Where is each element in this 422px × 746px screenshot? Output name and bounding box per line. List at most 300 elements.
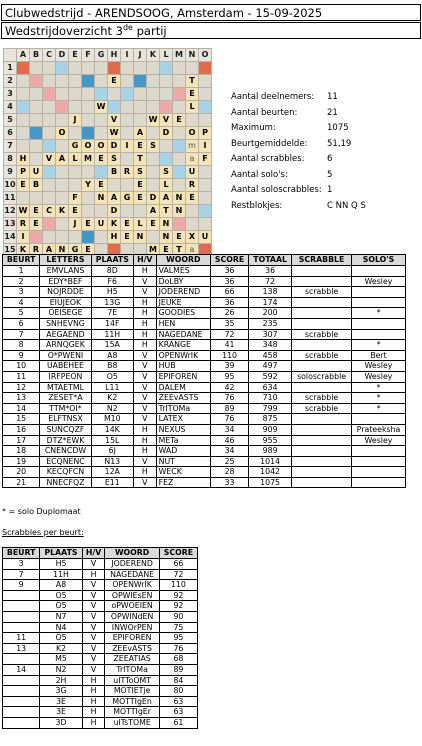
board-square <box>95 127 108 140</box>
board-tile: A <box>147 205 160 218</box>
moves-cell: 14 <box>3 403 40 414</box>
board-tile: D <box>160 127 173 140</box>
board-square <box>95 166 108 179</box>
board-square <box>30 114 43 127</box>
board-column-label: O <box>199 49 212 62</box>
scrabbles-cell: 9 <box>3 580 40 591</box>
scrabbles-cell <box>3 622 40 633</box>
scrabbles-cell: oPWOEIEN <box>105 601 159 612</box>
scrabbles-row <box>3 675 198 686</box>
moves-cell <box>292 382 352 393</box>
scrabbles-cell <box>3 707 40 718</box>
moves-cell: A8 <box>91 350 133 361</box>
moves-cell: 15L <box>91 435 133 446</box>
moves-cell: scrabble <box>292 350 352 361</box>
moves-cell: 955 <box>249 435 292 446</box>
board-square <box>30 75 43 88</box>
moves-cell: * <box>352 340 406 351</box>
moves-cell: 174 <box>249 297 292 308</box>
moves-cell <box>292 435 352 446</box>
scrabbles-cell: H <box>82 675 105 686</box>
moves-header: SCRABBLE <box>292 255 352 266</box>
board-square <box>82 192 95 205</box>
scrabbles-cell: K2 <box>40 643 82 654</box>
scrabbles-cell: V <box>82 580 105 591</box>
moves-cell: V <box>133 276 156 287</box>
moves-row <box>3 424 406 435</box>
scrabbles-cell: 80 <box>159 686 197 697</box>
board-tile: W <box>108 127 121 140</box>
board-square <box>173 218 186 231</box>
scrabbles-cell: EPIFOREN <box>105 633 159 644</box>
board-tile: A <box>134 127 147 140</box>
board-tile: E <box>82 244 95 257</box>
stat-row <box>231 199 366 215</box>
scrabbles-cell <box>3 696 40 707</box>
board-square <box>121 205 134 218</box>
moves-cell: 72 <box>249 276 292 287</box>
moves-cell: 33 <box>211 477 249 488</box>
scrabbles-row <box>3 643 198 654</box>
board-tile: H <box>108 231 121 244</box>
scrabbles-cell <box>3 686 40 697</box>
board-square <box>199 166 212 179</box>
moves-cell: TTM*OI* <box>40 403 91 414</box>
board-tile: U <box>199 231 212 244</box>
board-tile: E <box>186 192 199 205</box>
moves-cell: ECQNENC <box>40 456 91 467</box>
moves-cell: KECQFCN <box>40 467 91 478</box>
board-tile: W <box>17 205 30 218</box>
scrabbles-cell: TrITOMa <box>105 664 159 675</box>
scrabbles-cell: 7 <box>3 569 40 580</box>
moves-cell <box>352 318 406 329</box>
moves-cell: HUB <box>156 361 210 372</box>
moves-cell: V <box>133 371 156 382</box>
moves-cell: 25 <box>211 456 249 467</box>
stat-value: 5 <box>327 169 333 180</box>
moves-cell: CNENCDW <box>40 446 91 457</box>
scrabbles-cell: A8 <box>40 580 82 591</box>
stat-value: 1 <box>327 185 333 195</box>
moves-cell: scrabble <box>292 393 352 404</box>
moves-row <box>3 393 406 404</box>
scrabbles-cell: H <box>82 696 105 707</box>
board-square <box>69 127 82 140</box>
scrabbles-cell: 76 <box>159 643 197 654</box>
moves-cell: ZEEvASTS <box>156 393 210 404</box>
board-square <box>30 192 43 205</box>
board-tile: R <box>186 179 199 192</box>
moves-cell: 36 <box>249 266 292 277</box>
moves-cell: H <box>133 467 156 478</box>
board-column-label: D <box>56 49 69 62</box>
board-column-label: G <box>95 49 108 62</box>
board-tile: E <box>121 218 134 231</box>
board-tile: J <box>69 218 82 231</box>
scrabbles-cell: 3E <box>40 707 82 718</box>
board-square <box>56 179 69 192</box>
board-tile: O <box>82 140 95 153</box>
scrabbles-cell: H <box>82 717 105 728</box>
board-square <box>173 101 186 114</box>
board-tile: U <box>95 218 108 231</box>
moves-row <box>3 340 406 351</box>
moves-cell: Wesley <box>352 361 406 372</box>
board-row-label: 14 <box>4 231 17 244</box>
board-corner <box>4 49 17 62</box>
moves-cell <box>292 276 352 287</box>
board-row-label: 3 <box>4 88 17 101</box>
board-column-label: I <box>121 49 134 62</box>
moves-cell <box>292 308 352 319</box>
scrabbles-cell: 66 <box>159 559 197 570</box>
moves-cell: 2 <box>3 276 40 287</box>
board-square <box>69 179 82 192</box>
scrabbles-header: PLAATS <box>40 548 82 559</box>
moves-cell: 46 <box>211 435 249 446</box>
board-square <box>160 88 173 101</box>
board-tile: E <box>121 231 134 244</box>
moves-cell <box>292 340 352 351</box>
board-square <box>160 153 173 166</box>
board-square <box>82 75 95 88</box>
board-square <box>56 218 69 231</box>
moves-header: BEURT <box>3 255 40 266</box>
moves-cell: N2 <box>91 403 133 414</box>
scrabbles-row <box>3 622 198 633</box>
board-tile: H <box>17 153 30 166</box>
board-tile: Y <box>82 179 95 192</box>
moves-cell: 89 <box>211 403 249 414</box>
scrabbles-cell: N4 <box>40 622 82 633</box>
moves-cell: OEISEGE <box>40 308 91 319</box>
scrabbles-row <box>3 601 198 612</box>
moves-cell: E11 <box>91 477 133 488</box>
board-column-label: H <box>108 49 121 62</box>
scrabbles-row <box>3 611 198 622</box>
board-tile: M <box>147 244 160 257</box>
scrabbles-row <box>3 580 198 591</box>
board-tile: W <box>147 114 160 127</box>
board-tile: S <box>108 153 121 166</box>
moves-cell: 66 <box>211 287 249 298</box>
board-tile: G <box>121 192 134 205</box>
moves-cell: NUT <box>156 456 210 467</box>
scrabbles-header: BEURT <box>3 548 40 559</box>
board-square <box>95 88 108 101</box>
moves-row <box>3 477 406 488</box>
board-square <box>147 179 160 192</box>
moves-cell: H <box>133 435 156 446</box>
board-tile: W <box>95 101 108 114</box>
moves-cell: 17 <box>3 435 40 446</box>
board-square <box>30 127 43 140</box>
moves-cell: 26 <box>211 308 249 319</box>
board-tile: E <box>160 244 173 257</box>
board-tile: U <box>30 166 43 179</box>
moves-cell: 458 <box>249 350 292 361</box>
board-square <box>56 75 69 88</box>
board-square <box>173 179 186 192</box>
board-tile: B <box>30 179 43 192</box>
scrabbles-cell <box>3 675 40 686</box>
moves-row <box>3 371 406 382</box>
solo-note: * = solo Duplomaat <box>2 507 81 516</box>
moves-cell: 989 <box>249 446 292 457</box>
board-square <box>43 179 56 192</box>
board-row-label: 6 <box>4 127 17 140</box>
board-column-label: L <box>160 49 173 62</box>
scrabbles-cell: 61 <box>159 717 197 728</box>
moves-row <box>3 318 406 329</box>
board-row-label: 13 <box>4 218 17 231</box>
scrabbles-cell: 92 <box>159 601 197 612</box>
board-square <box>17 88 30 101</box>
board-tile: E <box>30 218 43 231</box>
moves-cell: FEZ <box>156 477 210 488</box>
board-square <box>173 88 186 101</box>
moves-cell: * <box>352 308 406 319</box>
moves-cell <box>352 287 406 298</box>
board-square <box>43 192 56 205</box>
moves-cell: 235 <box>249 318 292 329</box>
moves-cell: DALEM <box>156 382 210 393</box>
scrabbles-cell: JODEREND <box>105 559 159 570</box>
moves-cell: 497 <box>249 361 292 372</box>
moves-cell: V <box>133 456 156 467</box>
board-square <box>43 114 56 127</box>
board-tile: S <box>147 140 160 153</box>
board-square <box>108 62 121 75</box>
board-row-label: 1 <box>4 62 17 75</box>
scrabbles-section-title: Scrabbles per beurt: <box>2 528 84 537</box>
moves-cell <box>352 414 406 425</box>
scrabbles-cell: V <box>82 611 105 622</box>
moves-cell <box>352 467 406 478</box>
stat-row <box>231 106 366 122</box>
scrabbles-cell: 84 <box>159 675 197 686</box>
board-square <box>147 62 160 75</box>
board-square <box>121 62 134 75</box>
scrabbles-cell: 3G <box>40 686 82 697</box>
moves-cell: 72 <box>211 329 249 340</box>
moves-cell <box>292 424 352 435</box>
scrabbles-cell: O5 <box>40 601 82 612</box>
board-tile: U <box>186 166 199 179</box>
board-square <box>43 140 56 153</box>
moves-cell <box>352 329 406 340</box>
board-column-label: A <box>17 49 30 62</box>
moves-cell: 36 <box>211 297 249 308</box>
scrabbles-row <box>3 686 198 697</box>
scrabbles-cell <box>3 654 40 665</box>
board-tile: O <box>95 140 108 153</box>
moves-cell: 14F <box>91 318 133 329</box>
board-square <box>69 88 82 101</box>
board-tile: E <box>186 88 199 101</box>
scrabbles-cell: 3D <box>40 717 82 728</box>
board-square <box>134 75 147 88</box>
scrabbles-cell: V <box>82 654 105 665</box>
moves-cell: 42 <box>211 382 249 393</box>
scrabbles-cell: MOTTIgEr <box>105 707 159 718</box>
board-tile: E <box>147 218 160 231</box>
moves-cell: H <box>133 340 156 351</box>
board-tile: I <box>17 231 30 244</box>
scrabbles-table <box>2 547 198 729</box>
moves-cell: K2 <box>91 393 133 404</box>
board-tile: P <box>17 166 30 179</box>
stat-row <box>231 137 366 153</box>
board-tile: S <box>160 166 173 179</box>
moves-row <box>3 329 406 340</box>
moves-cell: JODEREND <box>156 287 210 298</box>
scrabbles-row <box>3 633 198 644</box>
page-subtitle: Wedstrijdoverzicht 3de partij <box>1 22 421 39</box>
moves-cell: 1042 <box>249 467 292 478</box>
stat-value: 11 <box>327 92 338 102</box>
moves-cell: ARNQGEK <box>40 340 91 351</box>
board-row-label: 2 <box>4 75 17 88</box>
board-square <box>43 218 56 231</box>
moves-cell: * <box>352 382 406 393</box>
scrabbles-cell: N2 <box>40 664 82 675</box>
moves-cell: H <box>133 318 156 329</box>
board-tile: R <box>30 244 43 257</box>
stat-label: Aantal beurten: <box>231 107 298 118</box>
moves-cell: F6 <box>91 276 133 287</box>
moves-cell: SUNCQZF <box>40 424 91 435</box>
moves-cell <box>292 456 352 467</box>
stat-row <box>231 168 366 184</box>
moves-cell: 799 <box>249 403 292 414</box>
moves-cell <box>292 467 352 478</box>
moves-cell: 348 <box>249 340 292 351</box>
moves-cell: LATEX <box>156 414 210 425</box>
moves-cell: EMVLANS <box>40 266 91 277</box>
moves-cell <box>292 266 352 277</box>
moves-cell: 4 <box>3 297 40 308</box>
board-square <box>56 62 69 75</box>
moves-cell: 10 <box>3 361 40 372</box>
board-tile: J <box>69 114 82 127</box>
stat-row <box>231 152 366 168</box>
scrabbles-row <box>3 717 198 728</box>
board-tile: m <box>186 140 199 153</box>
stat-value: 1075 <box>327 123 349 133</box>
board-square <box>173 166 186 179</box>
scrabbles-cell <box>3 590 40 601</box>
moves-cell: 200 <box>249 308 292 319</box>
moves-cell: EIUJEOK <box>40 297 91 308</box>
scrabbles-cell <box>3 611 40 622</box>
board-square <box>17 75 30 88</box>
board-square <box>147 88 160 101</box>
moves-cell: 5 <box>3 308 40 319</box>
board-square <box>95 114 108 127</box>
moves-cell: GOODIES <box>156 308 210 319</box>
board-square <box>199 179 212 192</box>
moves-cell: 35 <box>211 318 249 329</box>
scrabbles-cell: 3 <box>3 559 40 570</box>
moves-cell: OPENWrIK <box>156 350 210 361</box>
stat-label: Aantal deelnemers: <box>231 92 315 102</box>
board-square <box>56 140 69 153</box>
board-square <box>134 114 147 127</box>
scrabbles-cell: H <box>82 569 105 580</box>
scrabbles-header: WOORD <box>105 548 159 559</box>
moves-cell: 6 <box>3 318 40 329</box>
board-tile: F <box>69 192 82 205</box>
board-square <box>43 75 56 88</box>
moves-row <box>3 287 406 298</box>
scrabbles-cell: V <box>82 590 105 601</box>
board-square <box>186 218 199 231</box>
scrabbles-cell: uITsTOME <box>105 717 159 728</box>
scrabbles-cell: 63 <box>159 707 197 718</box>
board-square <box>56 101 69 114</box>
board-tile: D <box>108 205 121 218</box>
scrabbles-cell: V <box>82 559 105 570</box>
moves-header: H/V <box>133 255 156 266</box>
board-square <box>17 127 30 140</box>
board-square <box>186 114 199 127</box>
moves-cell: N13 <box>91 456 133 467</box>
board-square <box>30 88 43 101</box>
scrabbles-cell: MOTTIgEn <box>105 696 159 707</box>
board-square <box>134 62 147 75</box>
moves-cell: 16 <box>3 424 40 435</box>
board-square <box>95 205 108 218</box>
moves-cell: ZESET*A <box>40 393 91 404</box>
board-square <box>17 62 30 75</box>
scrabbles-cell: 95 <box>159 633 197 644</box>
moves-cell: 1075 <box>249 477 292 488</box>
moves-row <box>3 456 406 467</box>
board-square <box>199 114 212 127</box>
moves-cell: 18 <box>3 446 40 457</box>
moves-cell: H <box>133 424 156 435</box>
board-tile: S <box>134 166 147 179</box>
moves-cell: 39 <box>211 361 249 372</box>
moves-cell: TrITOMa <box>156 403 210 414</box>
board-tile: V <box>160 114 173 127</box>
board-square <box>199 75 212 88</box>
moves-cell: 15A <box>91 340 133 351</box>
moves-cell: V <box>133 403 156 414</box>
scrabbles-cell: 110 <box>159 580 197 591</box>
board-square <box>121 101 134 114</box>
board-square <box>17 140 30 153</box>
moves-cell: Wesley <box>352 371 406 382</box>
moves-cell: V <box>133 287 156 298</box>
board-tile: E <box>30 205 43 218</box>
scrabbles-cell: ZEEvASTS <box>105 643 159 654</box>
board-square <box>173 140 186 153</box>
moves-cell: 13 <box>3 393 40 404</box>
moves-cell: ELFTNSX <box>40 414 91 425</box>
moves-cell <box>352 297 406 308</box>
board-tile: E <box>95 153 108 166</box>
board-column-label: K <box>147 49 160 62</box>
board-tile: L <box>160 179 173 192</box>
board-square <box>134 88 147 101</box>
board-square <box>134 101 147 114</box>
moves-cell: AEGAEND <box>40 329 91 340</box>
stat-value: C NN Q S <box>327 200 366 211</box>
moves-cell: V <box>133 414 156 425</box>
